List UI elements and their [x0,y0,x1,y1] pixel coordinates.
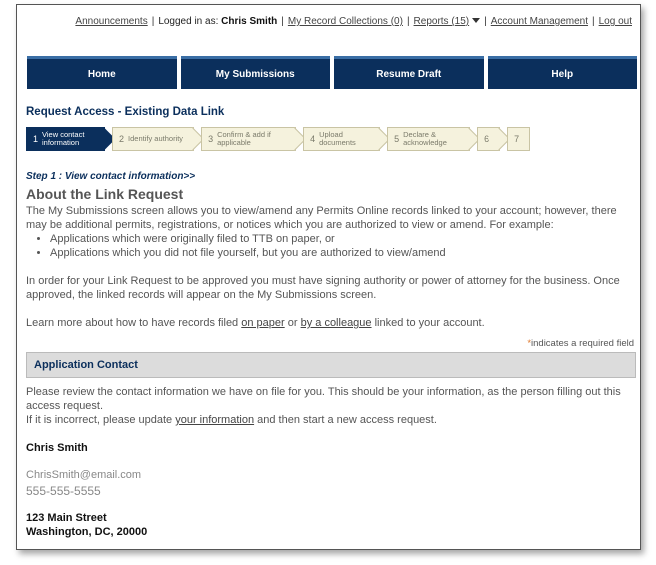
nav-help[interactable]: Help [488,56,638,89]
incorrect-text [26,413,626,427]
step-label: Identify authority [128,134,184,143]
list-item: • Applications which you did not file yourself, but you are authorized to view/amend [50,246,638,260]
section-header-application-contact: Application Contact [26,352,636,378]
required-field-note [527,338,634,349]
top-utility-bar [75,16,632,27]
contact-instructions [26,385,626,427]
list-item: • Applications which were originally filed to TTB on paper, or [50,232,638,246]
page-title: Request Access - Existing Data Link [26,106,225,118]
about-heading: About the Link Request [26,186,184,202]
step-7[interactable] [507,127,530,151]
announcements-link[interactable]: Announcements [75,16,148,27]
step-number: 6 [484,134,490,144]
step-3[interactable] [201,127,296,151]
step-label: Declare & acknowledge [403,130,447,147]
contact-name: Chris Smith [26,442,88,454]
example-list [50,232,638,260]
step-heading: Step 1 : View contact information>> [26,171,196,182]
user-name: Chris Smith [221,16,278,27]
account-management-link[interactable]: Account Management [490,16,589,27]
contact-email: ChrisSmith@email.com [26,469,142,481]
contact-phone: 555-555-5555 [26,484,101,498]
step-number: 1 [33,134,39,144]
about-body [26,204,638,330]
incorrect-suffix: and then start a new access request. [257,414,437,426]
nav-home[interactable]: Home [27,56,177,89]
approval-text: In order for your Link Request to be approved you must have signing authority or power of attorney for the business. Once approved, the linked records will appear on the My Submissions screen. [26,275,620,301]
reports-link[interactable]: Reports (15) [413,16,470,27]
by-colleague-link[interactable]: by a colleague [300,317,372,329]
step-number: 5 [394,134,400,144]
separator: | [151,16,155,27]
nav-resume-draft[interactable]: Resume Draft [334,56,484,89]
chevron-down-icon[interactable] [472,18,480,23]
app-frame [16,4,641,550]
separator: | [281,16,284,27]
step-label: Upload documents [319,130,356,147]
step-progress [26,127,537,151]
learn-more-text [26,316,638,330]
required-text: indicates a required field [531,338,634,349]
step-number: 7 [514,134,520,144]
main-nav [27,56,637,89]
learn-suffix: linked to your account. [374,317,485,329]
learn-prefix: Learn more about how to have records filed [26,317,239,329]
learn-or: or [287,317,298,329]
step-2[interactable] [112,127,194,151]
step-4[interactable] [303,127,380,151]
nav-my-submissions[interactable]: My Submissions [181,56,331,89]
logged-in-label: Logged in as: [158,16,219,27]
step-number: 2 [119,134,125,144]
separator: | [592,16,595,27]
step-number: 3 [208,134,214,144]
contact-address-line2: Washington, DC, 20000 [26,526,148,538]
step-label: View contact information [42,130,85,147]
separator: | [484,16,487,27]
step-1[interactable] [26,127,105,151]
separator: | [406,16,410,27]
step-5[interactable] [387,127,470,151]
review-text: Please review the contact information we have on file for you. This should be your information, as the person filling out this access request. [26,386,621,412]
incorrect-prefix: If it is incorrect, please update [26,414,173,426]
required-star: * [527,338,532,349]
record-collections-link[interactable]: My Record Collections (0) [287,16,403,27]
about-intro: The My Submissions screen allows you to view/amend any Permits Online records linked to your account; however, there may be additional permits, registrations, or notices which you are authorized to view or amend. For example: [26,205,617,231]
step-6[interactable] [477,127,500,151]
logout-link[interactable]: Log out [598,16,632,27]
your-information-link[interactable]: your information [175,414,255,426]
step-label: Confirm & add if applicable [217,130,271,147]
step-number: 4 [310,134,316,144]
contact-address-line1: 123 Main Street [26,512,107,524]
on-paper-link[interactable]: on paper [241,317,285,329]
